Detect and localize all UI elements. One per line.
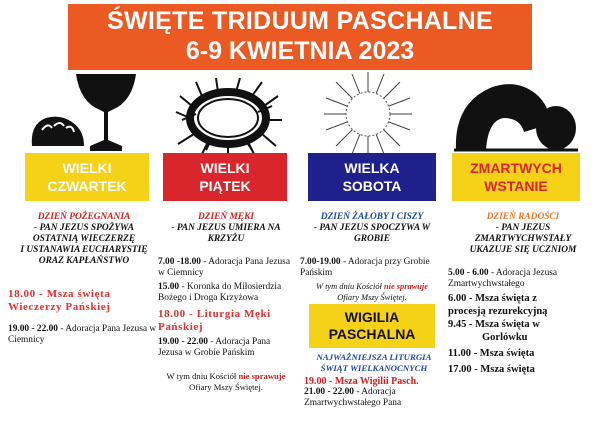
- event-time: 15.00: [158, 282, 180, 292]
- column-zmartwychwstanie: [448, 212, 598, 376]
- event-adoracja-vigil: [304, 387, 444, 409]
- mass-line: procesją rezurekcyjną: [448, 306, 548, 317]
- day-header-line2: CZWARTEK: [47, 178, 127, 194]
- day-header-line1: WIELKA: [344, 160, 400, 176]
- title-banner: [68, 4, 532, 70]
- event-time: 7.00-19.00: [300, 257, 341, 267]
- empty-tomb-icon: [454, 80, 578, 152]
- event-text: - Adoracja Pana Jezusa w Grobie Pańskim: [158, 337, 271, 358]
- motto-title: DZIEŃ MĘKI: [197, 212, 254, 222]
- column-wielki-czwartek: [8, 212, 160, 346]
- vigil-motto: NAJWAŻNIEJSZA LITURGIA: [316, 352, 432, 362]
- no-mass-note: W tym dniu Kościół nie sprawuje: [166, 371, 286, 381]
- day-header-line1: WIELKI: [200, 160, 250, 176]
- motto-line: UKAZUJE SIĘ UCZNIOM: [469, 245, 577, 255]
- motto-line: - PAN JEZUS UMIERA NA: [171, 223, 281, 233]
- day-header-wielki-czwartek: [25, 153, 149, 201]
- motto-line: GROBIE: [354, 234, 390, 244]
- page-title: ŚWIĘTE TRIDUUM PASCHALNE: [107, 7, 493, 35]
- column-wielki-piatek: [158, 212, 294, 393]
- day-header-line2: WSTANIE: [484, 178, 548, 194]
- day-header-wielki-piatek: [163, 153, 287, 201]
- motto-line: ORAZ KAPŁAŃSTWO: [38, 256, 130, 266]
- event-adoracja: [8, 324, 160, 346]
- motto-line: ZMARTWYCHWSTAŁY: [474, 234, 572, 244]
- event-text: - Adoracja przy Grobie Pańskim: [300, 257, 430, 278]
- event-adoracja: [158, 257, 294, 279]
- event-adoracja-grob: [158, 337, 294, 359]
- motto-line: I USTANAWIA EUCHARYSTIĘ: [20, 245, 148, 255]
- no-mass-note-line2: Ofiary Mszy Świętej.: [337, 293, 407, 302]
- vigil-header-line1: WIGILIA: [344, 309, 400, 325]
- event-time: 5.00 - 6.00: [448, 268, 489, 278]
- motto-title: DZIEŃ RADOŚCI: [486, 212, 560, 222]
- motto-title: DZIEŃ POŻEGNANIA: [37, 212, 131, 222]
- event-adoracja: [448, 268, 598, 290]
- event-time: 21.00 - 22.00: [304, 387, 354, 397]
- vigil-header-line2: PASCHALNA: [328, 326, 416, 342]
- mass-line: 11.00 - Msza święta: [448, 348, 535, 359]
- bread-chalice-icon: [28, 72, 146, 154]
- motto-line: - PAN JEZUS SPOCZYWA W: [313, 223, 431, 233]
- no-mass-note-line2: Ofiary Mszy Świętej.: [189, 382, 263, 392]
- vigil-details: [304, 352, 444, 409]
- vigil-motto: ŚWIĄT WIELKANOCNYCH: [320, 363, 428, 373]
- event-time: 19.00 - 22.00: [8, 324, 58, 334]
- motto-line: - PAN JEZUS SPOŻYWA: [34, 223, 134, 233]
- mass-time: 18.00 - Msza święta: [8, 288, 111, 300]
- no-mass-note: W tym dniu Kościół nie sprawuje: [316, 282, 428, 291]
- liturgy-name: Pańskiej: [158, 321, 204, 333]
- day-header-wielka-sobota: [308, 153, 436, 201]
- mass-name: Wieczerzy Pańskiej: [8, 301, 111, 313]
- day-header-line2: SOBOTA: [342, 178, 402, 194]
- day-header-line1: WIELKI: [62, 160, 112, 176]
- day-header-line2: PIĄTEK: [199, 178, 251, 194]
- motto-line: KRZYŻU: [207, 234, 245, 244]
- page-subtitle-dates: 6-9 KWIETNIA 2023: [185, 37, 415, 65]
- motto-line: - PAN JEZUS: [495, 223, 551, 233]
- mass-line: 9.45 - Msza święta w: [448, 319, 540, 330]
- event-koronka: [158, 282, 294, 304]
- vigil-header: [309, 304, 435, 348]
- day-header-zmartwychwstanie: [452, 153, 580, 201]
- crown-of-thorns-icon: [172, 76, 284, 160]
- vigil-mass: 19.00 - Msza Wigilii Pasch.: [304, 376, 419, 387]
- column-wielka-sobota: [300, 212, 444, 303]
- day-header-line1: ZMARTWYCH: [470, 160, 562, 176]
- event-adoracja: [300, 257, 444, 279]
- empty-sun-icon: [316, 70, 420, 158]
- event-text: - Adoracja Zmartwychwstałego Pana: [304, 387, 402, 408]
- motto-line: OSTATNIĄ WIECZERZĘ: [32, 234, 136, 244]
- mass-line: 6.00 - Msza święta z: [448, 293, 537, 304]
- event-text: - Adoracja Jezusa Zmartwychwstałego: [448, 268, 558, 289]
- event-text: - Koronka do Miłosierdzia Bożego i Droga Krzyżowa: [158, 282, 282, 303]
- event-text: - Adoracja Pana Jezusa w Ciemnicy: [158, 257, 290, 278]
- mass-line: 17.00 - Msza święta: [448, 364, 535, 375]
- liturgy-time: 18.00 - Liturgia Męki: [158, 308, 271, 320]
- motto-title: DZIEŃ ŻAŁOBY I CISZY: [320, 212, 424, 222]
- event-text: - Adoracja Pana Jezusa w Ciemnicy: [8, 324, 157, 345]
- mass-line: Gorlówku: [482, 332, 528, 343]
- event-time: 19.00 - 22.00: [158, 337, 208, 347]
- event-time: 7.00 -18.00: [158, 257, 201, 267]
